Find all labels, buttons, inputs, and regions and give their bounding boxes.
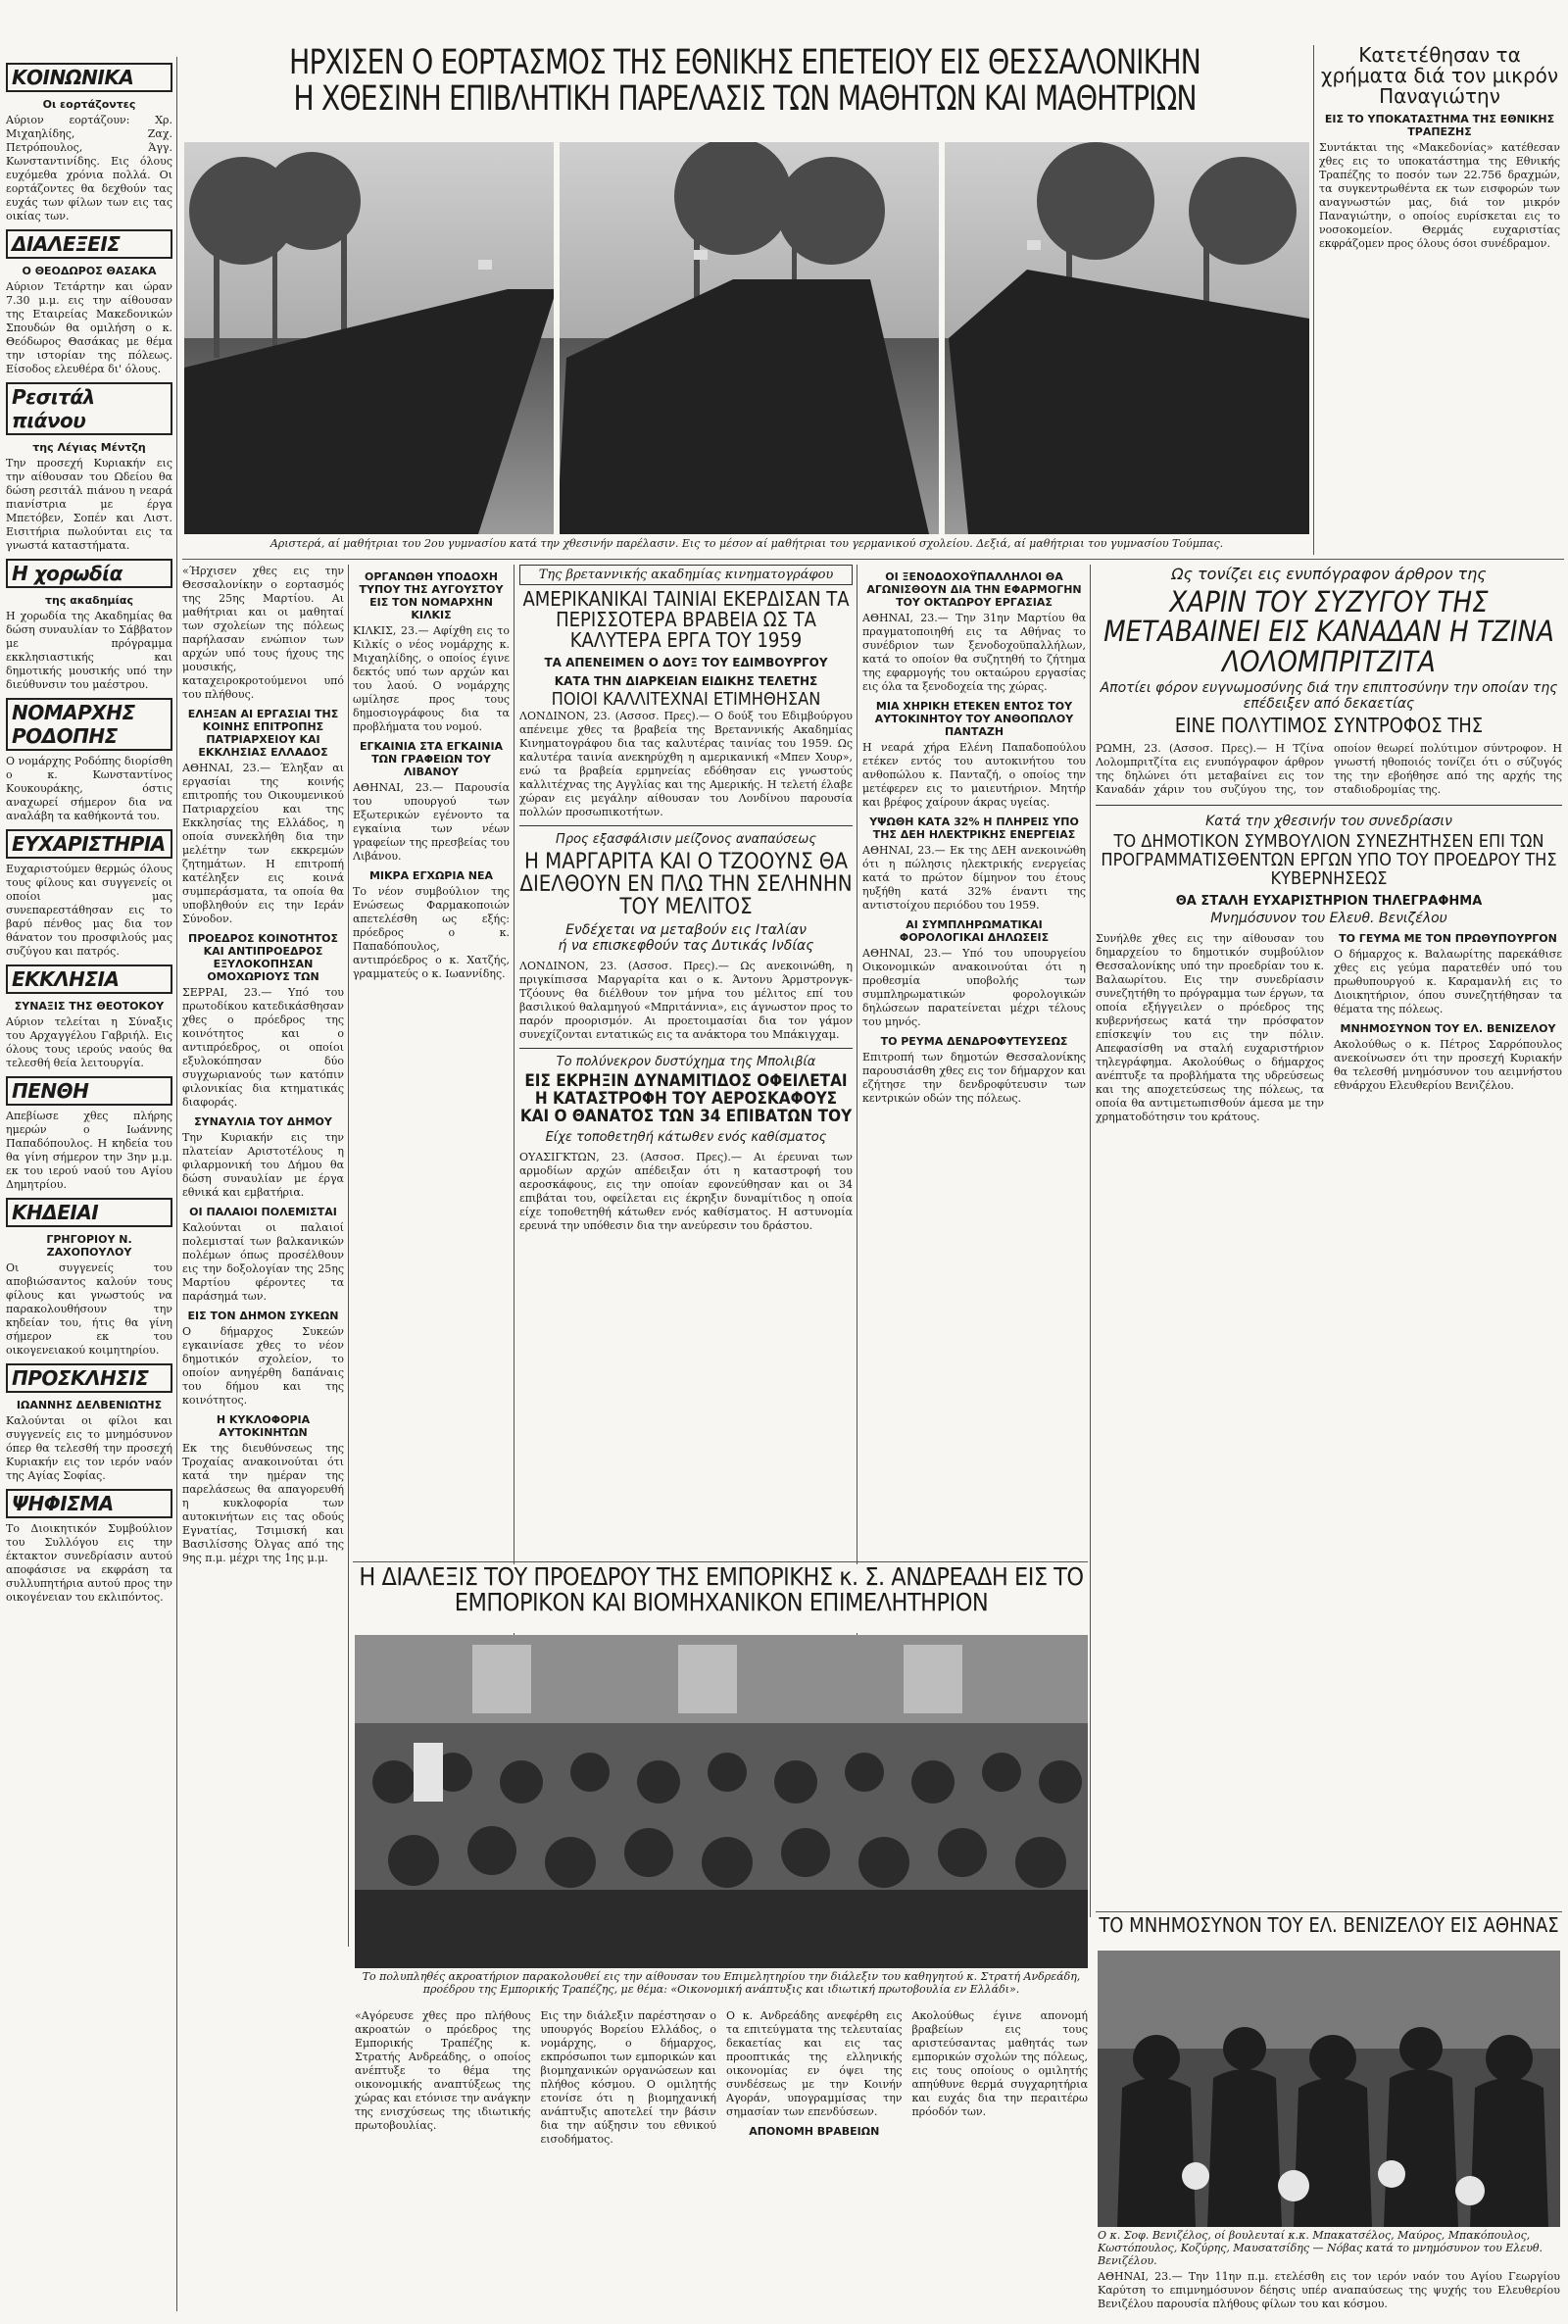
section-rule: [519, 825, 853, 826]
col2-story5-title: ΕΙΣ ΤΟΝ ΔΗΜΟΝ ΣΥΚΕΩΝ: [187, 1310, 339, 1322]
athens-memorial-caption: Ο κ. Σοφ. Βενιζέλος, οί βουλευταί κ.κ. Μπακατσέλος, Μαύρος, Μπακόπουλος, Κωστόπουλος, Κοζύρης, Μαυσατσίδης — Νόβας κατά το μνημόσυνον του Ελευθ. Βενιζέλου.: [1098, 2229, 1544, 2267]
col2-story3-body: Την Κυριακήν εις την πλατείαν Αριστοτέλους η φιλαρμονική του Δήμου θα δώση συναυλίαν με έργα εθνικά και εμβατήρια.: [182, 1131, 344, 1199]
left-section-subtitle: της ακαδημίας: [45, 594, 133, 607]
athens-memorial-photo: [1098, 1951, 1560, 2227]
left-column: [6, 57, 172, 2311]
film-body: ΛΟΝΔΙΝΟΝ, 23. (Ασσοσ. Πρες).— Ο δούξ του Εδιμβούργου απένειμε χθες τα βραβεία της Βρεταννικής Ακαδημίας Κινηματογράφου δια τας καλυτέρας ταινίας του 1959. Ως καλυτέρα ταινία ανεκηρύχθη η αμερικανική «Μπεν Χουρ», ενώ τα βραβεία ερμηνείας εδόθησαν εις γνωστούς καλλιτέχνας της Αγγλίας και της Αμερικής. Η τελετή έλαβε χώραν εις μεγάλην αίθουσαν του Λονδίνου παρουσία πολλών προσωπικοτήτων.: [519, 709, 853, 818]
col2-story6-body: Εκ της διευθύνσεως της Τροχαίας ανακοινούται ότι κατά την ημέραν της παρελάσεως θα απαγορευθή η κυκλοφορία των αυτοκινήτων εις τας οδούς Εγνατίας, Τσιμισκή και Βασιλίσσης Όλγας από της 9ης π.μ. μέχρι της 1ης μ.μ.: [182, 1442, 344, 1564]
left-section-body: Το Διοικητικόν Συμβούλιον του Συλλόγου εις την έκτακτον συνεδρίασιν αυτού αποφάσισε να εκφράση τα συλλυπητήρια αυτού προς την οικογένειαν του εκλιπόντος.: [6, 1522, 172, 1604]
lecture-body3: Ο κ. Ανδρεάδης ανεφέρθη εις τα επιτεύγματα της τελευταίας δεκαετίας και εις τας προοπτικάς της ελληνικής οικονομίας εν όψει της συνδέσεως με την Κοινήν Αγοράν, υπογραμμίσας την σημασίαν των επενδύσεων.: [726, 2009, 903, 2118]
cab-title: ΜΙΑ ΧΗΡΙΚΗ ΕΤΕΚΕΝ ΕΝΤΟΣ ΤΟΥ ΑΥΤΟΚΙΝΗΤΟΥ ΤΟΥ ΑΝΘΟΠΩΛΟΥ ΠΑΝΤΑΖΗ: [874, 700, 1074, 738]
main-headline-block: [182, 45, 1307, 139]
right-top-story: [1319, 45, 1560, 555]
main-headline-line1: ΗΡΧΙΣΕΝ Ο ΕΟΡΤΑΣΜΟΣ ΤΗΣ ΕΘΝΙΚΗΣ ΕΠΕΤΕΙΟΥ ΕΙΣ ΘΕΣΣΑΛΟΝΙΚΗΝ: [289, 45, 1200, 82]
lecture-body2: Εις την διάλεξιν παρέστησαν ο υπουργός Βορείου Ελλάδος, ο νομάρχης, ο δήμαρχος, εκπρόσωποι των εμπορικών και βιομηχανικών οργανώσεων και πλήθος κόσμου. Ο ομιλητής ετονίσε ότι η βιομηχανική ανάπτυξις αποτελεί την βάσιν δια την αύξησιν του εθνικού εισοδήματος.: [540, 2009, 716, 2146]
film-headline: ΑΜΕΡΙΚΑΝΙΚΑΙ ΤΑΙΝΙΑΙ ΕΚΕΡΔΙΣΑΝ ΤΑ ΠΕΡΙΣΣΟΤΕΡΑ ΒΡΑΒΕΙΑ ΩΣ ΤΑ ΚΑΛΥΤΕΡΑ ΕΡΓΑ ΤΟΥ 1959: [522, 587, 850, 652]
column-rule: [176, 57, 177, 2311]
column-2: [182, 565, 344, 1947]
left-section-title: ΚΗΔΕΙΑΙ: [6, 1198, 172, 1227]
column-rule: [348, 565, 349, 1947]
left-section-title: ΠΡΟΣΚΛΗΣΙΣ: [6, 1363, 172, 1393]
lecture-caption: Το πολυπληθές ακροατήριον παρακολουθεί εις την αίθουσαν του Επιμελητηρίου την διάλεξιν του καθηγητού κ. Στρατή Ανδρεάδη, προέδρου της Εμπορικής Τραπέζης, με θέμα: «Οικονομική ανάπτυξις και ιδιωτική πρωτοβουλία εν Ελλάδι».: [362, 1970, 1081, 1996]
col3-story3-title: ΜΙΚΡΑ ΕΓΧΩΡΙΑ ΝΕΑ: [368, 869, 494, 882]
section-rule: [519, 1048, 853, 1049]
parade-caption: Αριστερά, αί μαθήτριαι του 2ου γυμνασίου κατά την χθεσινήν παρέλασιν. Εις το μέσον αί μαθήτριαι του γερμανικού σχολείου. Δεξιά, αί μαθήτριαι του γυμνασίου Τούμπας.: [270, 537, 1224, 550]
lecture-headline-block: [353, 1564, 1090, 1633]
margaret-sub1: Ενδέχεται να μεταβούν εις Ιταλίαν: [565, 922, 807, 939]
left-section-body: Αύριον τελείται η Σύναξις του Αρχαγγέλου Γαβριήλ. Εις όλους τους ιερούς ναούς θα τελεσθή θεία λειτουργία.: [6, 1015, 172, 1069]
parade-caption-block: [184, 537, 1309, 555]
col3-story3-body: Το νέον συμβούλιον της Ενώσεως Φαρμακοποιών απετελέσθη ως εξής: πρόεδρος ο κ. Παπαδόπουλος, αντιπρόεδρος ο κ. Χατζής, γραμματεύς ο κ. Ιωαννίδης.: [353, 885, 510, 980]
left-section-subtitle: Οι εορτάζοντες: [42, 98, 136, 111]
left-section-body: Την προσεχή Κυριακήν εις την αίθουσαν του Ωδείου θα δώση ρεσιτάλ πιάνου η νεαρά πιανίστρια με έργα Μπετόβεν, Σοπέν και Λιστ. Εισιτήρια πωλούνται εις τα γνωστά καταστήματα.: [6, 457, 172, 552]
council-body: Συνήλθε χθες εις την αίθουσαν του δημαρχείου το δημοτικόν συμβούλιον Θεσσαλονίκης υπό την προεδρίαν του κ. Βαλαωρίτου. Εις την συνεδρίασιν συνεζητήθη το πρόγραμμα των έργων, τα οποία εξήγγειλεν ο πρόεδρος της κυβερνήσεως κατά την πρόσφατον επίσκεψίν του εις την πόλιν. Απεφασίσθη να σταλή ευχαριστήριον τηλεγράφημα. Ακολούθως ο δήμαρχος ανέπτυξε τα προβλήματα της υδρεύσεως και της αποχετεύσεως της πόλεως, τα οποία θα αντιμετωπισθούν άμεσα με την χρηματοδότησιν του κράτους.: [1096, 931, 1324, 1123]
athens-memorial-caption-block: [1098, 2229, 1560, 2268]
tax-title: ΑΙ ΣΥΜΠΛΗΡΩΜΑΤΙΚΑΙ ΦΟΡΟΛΟΓΙΚΑΙ ΔΗΛΩΣΕΙΣ: [899, 918, 1050, 944]
council-columns: [1096, 932, 1562, 1124]
left-section-body: Απεβίωσε χθες πλήρης ημερών ο Ιωάννης Παπαδόπουλος. Η κηδεία του θα γίνη σήμερον την 3ην μ.μ. εκ του ιερού ναού του Αγίου Δημητρίου.: [6, 1110, 172, 1191]
plane-headline: ΕΙΣ ΕΚΡΗΞΙΝ ΔΥΝΑΜΙΤΙΔΟΣ ΟΦΕΙΛΕΤΑΙ Η ΚΑΤΑΣΤΡΟΦΗ ΤΟΥ ΑΕΡΟΣΚΑΦΟΥΣ ΚΑΙ Ο ΘΑΝΑΤΟΣ ΤΩΝ 34 ΕΠΙΒΑΤΩΝ ΤΟΥ: [519, 1071, 853, 1126]
lecture-headline: Η ΔΙΑΛΕΞΙΣ ΤΟΥ ΠΡΟΕΔΡΟΥ ΤΗΣ ΕΜΠΟΡΙΚΗΣ κ. Σ. ΑΝΔΡΕΑΔΗ ΕΙΣ ΤΟ ΕΜΠΟΡΙΚΟΝ ΚΑΙ ΒΙΟΜΗΧΑΝΙΚΟΝ ΕΠΙΜΕΛΗΤΗΡΙΟΝ: [359, 1564, 1084, 1617]
section-rule: [353, 1561, 1088, 1562]
col2-story5-body: Ο δήμαρχος Συκεών εγκαινίασε χθες το νέον δημοτικόν σχολείον, το οποίον ανηγέρθη δαπάναις του δήμου και της κοινότητος.: [182, 1325, 344, 1407]
lecture-photo: [355, 1635, 1088, 1968]
hotel-title: ΟΙ ΞΕΝΟΔΟΧΟΫΠΑΛΛΗΛΟΙ ΘΑ ΑΓΩΝΙΣΘΟΥΝ ΔΙΑ ΤΗΝ ΕΦΑΡΜΟΓΗΝ ΤΟΥ ΟΚΤΑΩΡΟΥ ΕΡΓΑΣΙΑΣ: [866, 570, 1082, 609]
lecture-body1: «Αγόρευσε χθες προ πλήθους ακροατών ο πρόεδρος της Εμπορικής Τραπέζης κ. Στρατής Ανδρεάδης, ο οποίος ανέπτυξε το θέμα της οικονομικής αναπτύξεως της χώρας και ετόνισε την ανάγκην της ενισχύσεως της ιδιωτικής πρωτοβουλίας.: [355, 2009, 531, 2132]
section-rule: [182, 559, 1564, 560]
left-section-subtitle: ΙΩΑΝΝΗΣ ΔΕΛΒΕΝΙΩΤΗΣ: [16, 1399, 163, 1411]
col2-story6-title: Η ΚΥΚΛΟΦΟΡΙΑ ΑΥΤΟΚΙΝΗΤΩΝ: [216, 1413, 311, 1439]
left-section-title: ΕΚΚΛΗΣΙΑ: [6, 964, 172, 994]
left-section-title: ΝΟΜΑΡΧΗΣ ΡΟΔΟΠΗΣ: [6, 698, 172, 751]
section-rule: [1096, 1911, 1562, 1912]
parade-photo: [184, 142, 1309, 534]
hotel-body: ΑΘΗΝΑΙ, 23.— Την 31ην Μαρτίου θα πραγματοποιηθή εις τα Αθήνας το συνέδριον των ξενοδοχοϋπαλλήλων, κατά το οποίον θα συζητηθή το ζήτημα της εφαρμογής του οκταώρου εργασίας εις όλα τα ξενοδοχεία της χώρας.: [862, 612, 1086, 693]
left-section-title: ΨΗΦΙΣΜΑ: [6, 1489, 172, 1518]
minister-body: Ο δήμαρχος κ. Βαλαωρίτης παρεκάθισε χθες εις γεύμα παρατεθέν υπό του πρωθυπουργού κ. Καραμανλή εις το Διοικητήριον, όπου συνεζητήθησαν τα θέματα της πόλεως.: [1334, 947, 1562, 1015]
memorial-title: ΜΝΗΜΟΣΥΝΟΝ ΤΟΥ ΕΛ. ΒΕΝΙΖΕΛΟΥ: [1340, 1021, 1556, 1035]
council-headline: ΤΟ ΔΗΜΟΤΙΚΟΝ ΣΥΜΒΟΥΛΙΟΝ ΣΥΝΕΖΗΤΗΣΕΝ ΕΠΙ ΤΩΝ ΠΡΟΓΡΑΜΜΑΤΙΣΘΕΝΤΩΝ ΕΡΓΩΝ ΥΠΟ ΤΟΥ ΠΡΟΕΔΡΟΥ ΤΗΣ ΚΥΒΕΡΝΗΣΕΩΣ: [1101, 831, 1557, 890]
right-top-headline: Κατετέθησαν τα χρήματα διά τον μικρόν Παναγιώτην: [1320, 45, 1559, 108]
left-section-body: Αύριον εορτάζουν: Χρ. Μιχαηλίδης, Ζαχ. Πετρόπουλος, Άγγ. Κωνσταντινίδης. Εις όλους ευχόμεθα χρόνια πολλά. Οι εορτάζοντες θα δεχθούν τας ευχάς των φίλων των εις τας οικίας των.: [6, 114, 172, 223]
athens-memorial-body-block: [1098, 2270, 1560, 2317]
left-section-body: Η χορωδία της Ακαδημίας θα δώση συναυλίαν το Σάββατον με πρόγραμμα εκκλησιαστικής και δημοτικής μουσικής υπό την διεύθυνσιν του μαέστρου.: [6, 610, 172, 691]
plane-banner: Το πολύνεκρον δυστύχημα της Μπολιβία: [556, 1055, 816, 1070]
col2-story2-body: ΣΕΡΡΑΙ, 23.— Υπό του πρωτοδίκου κατεδικάσθησαν χθες ο πρόεδρος της κοινότητος και ο αντιπρόεδρος, οι οποίοι εξυλοκόπησαν δύο συγχωριανούς των κατόπιν φιλονικίας δια κτηματικάς διαφοράς.: [182, 986, 344, 1109]
athens-memorial-photo-image: [1098, 1951, 1560, 2227]
left-section-subtitle: ΓΡΗΓΟΡΙΟΥ Ν. ΖΑΧΟΠΟΥΛΟΥ: [46, 1233, 132, 1259]
left-section-body: Καλούνται οι φίλοι και συγγενείς εις το μνημόσυνον όπερ θα τελεσθή την προσεχή Κυριακήν εις τον ιερόν ναόν της Αγίας Σοφίας.: [6, 1414, 172, 1482]
lollo-sub2: ΕΙΝΕ ΠΟΛΥΤΙΜΟΣ ΣΥΝΤΡΟΦΟΣ ΤΗΣ: [1174, 714, 1484, 738]
col2-story3-title: ΣΥΝΑΥΛΙΑ ΤΟΥ ΔΗΜΟΥ: [194, 1115, 332, 1128]
lecture-caption-block: [355, 1970, 1088, 2005]
council-kicker: Κατά την χθεσινήν του συνεδρίασιν: [1205, 814, 1452, 830]
left-section-title: Ρεσιτάλ πιάνου: [6, 382, 172, 435]
left-section-title: ΔΙΑΛΕΞΕΙΣ: [6, 229, 172, 259]
column-rule: [1090, 565, 1091, 1917]
lollo-body: ΡΩΜΗ, 23. (Ασσοσ. Πρες).— Η Τζίνα Λολομπριτζίτα εις ενυπόγραφον άρθρον της δηλώνει ότι μεταβαίνει εις τον Καναδάν χάριν του συζύγου της, τον οποίον θεωρεί πολύτιμον σύντροφον. Η γνωστή ηθοποιός τονίζει ότι ο σύζυγός της την εβοήθησε από της αρχής της σταδιοδρομίας της.: [1096, 742, 1562, 797]
main-headline-line2: Η ΧΘΕΣΙΝΗ ΕΠΙΒΛΗΤΙΚΗ ΠΑΡΕΛΑΣΙΣ ΤΩΝ ΜΑΘΗΤΩΝ ΚΑΙ ΜΑΘΗΤΡΙΩΝ: [293, 78, 1197, 119]
lollo-sub1: Αποτίει φόρον ευγνωμοσύνης διά την επιπτοσύνην την οποίαν της επέδειξεν από δεκαετίας: [1100, 680, 1558, 713]
col3-story2-body: ΑΘΗΝΑΙ, 23.— Παρουσία του υπουργού των Εξωτερικών εγένοντο τα εγκαίνια των νέων γραφείων της πρεσβείας του Λιβάνου.: [353, 781, 510, 863]
awards-title: ΑΠΟΝΟΜΗ ΒΡΑΒΕΙΩΝ: [749, 2125, 880, 2138]
electric-body: ΑΘΗΝΑΙ, 23.— Εκ της ΔΕΗ ανεκοινώθη ότι η πώλησις ηλεκτρικής ενεργείας κατά το πρώτον δίμηνον του έτους ηυξήθη κατά 32% έναντι της αντιστοίχου περιόδου του 1959.: [862, 844, 1086, 912]
lollo-kicker: Ως τονίζει εις ενυπόγραφον άρθρον της: [1171, 565, 1487, 583]
film-banner: Της βρεταννικής ακαδημίας κινηματογράφου: [519, 565, 853, 585]
margaret-banner: Προς εξασφάλισιν μείζονος αναπαύσεως: [556, 831, 816, 847]
lecture-body-columns: [355, 2009, 1088, 2313]
left-section-subtitle: ΣΥΝΑΞΙΣ ΤΗΣ ΘΕΟΤΟΚΟΥ: [14, 1000, 165, 1013]
film-sub1: ΤΑ ΑΠΕΝΕΙΜΕΝ Ο ΔΟΥΞ ΤΟΥ ΕΔΙΜΒΟΥΡΓΟΥ: [544, 656, 828, 669]
left-section-title: ΠΕΝΘΗ: [6, 1076, 172, 1106]
film-sub3: ΠΟΙΟΙ ΚΑΛΛΙΤΕΧΝΑΙ ΕΤΙΜΗΘΗΣΑΝ: [551, 689, 821, 710]
council-sub: ΘΑ ΣΤΑΛΗ ΕΥΧΑΡΙΣΤΗΡΙΟΝ ΤΗΛΕΓΡΑΦΗΜΑ: [1175, 893, 1483, 909]
trees-body: Επιτροπή των δημοτών Θεσσαλονίκης παρουσιάσθη χθες εις τον δήμαρχον και εζήτησε την δενδροφύτευσιν των κεντρικών οδών της πόλεως.: [862, 1051, 1086, 1105]
left-section-body: Αύριον Τετάρτην και ώραν 7.30 μ.μ. εις την αίθουσαν της Εταιρείας Μακεδονικών Σπουδών θα ομιλήση ο κ. Θεόδωρος Θασάκας με θέμα την ιστορίαν της πόλεως. Είσοδος ελευθέρα δι' όλους.: [6, 280, 172, 375]
athens-memorial-headline-block: [1096, 1915, 1562, 1949]
right-top-body: Συντάκται της «Μακεδονίας» κατέθεσαν χθες εις το υποκατάστημα της Εθνικής Τραπέζης το ποσόν των 22.756 δραχμών, τα συγκεντρωθέντα εκ των εισφορών των αναγνωστών μας, διά τον μικρόν Παναγιώτην, ο οποίος ευρίσκεται εις το νοσοκομείον. Θερμάς ευχαριστίας εκφράζομεν προς όλους όσοι συνέδραμον.: [1319, 141, 1560, 250]
cab-body: Η νεαρά χήρα Ελένη Παπαδοπούλου ετέκεν εντός του αυτοκινήτου του ανθοπώλου κ. Πανταζή, ο οποίος την μετέφερεν εις το μαιευτήριον. Μητήρ και βρέφος χαίρουν άκρας υγείας.: [862, 741, 1086, 809]
col2-story1-lead: «Ήρχισεν χθες εις την Θεσσαλονίκην ο εορτασμός της 25ης Μαρτίου. Αι μαθήτριαι και οι μαθηταί των σχολείων της πόλεως παρήλασαν ενώπιον των αρχών υπό τους ήχους της μουσικής, καταχειροκροτούμενοι υπό του πλήθους.: [182, 565, 344, 701]
minister-title: ΤΟ ΓΕΥΜΑ ΜΕ ΤΟΝ ΠΡΩΘΥΠΟΥΡΓΟΝ: [1339, 931, 1557, 945]
left-section-title: Η χορωδία: [6, 559, 172, 588]
lollo-headline: ΧΑΡΙΝ ΤΟΥ ΣΥΖΥΓΟΥ ΤΗΣ ΜΕΤΑΒΑΙΝΕΙ ΕΙΣ ΚΑΝΑΔΑΝ Η ΤΖΙΝΑ ΛΟΛΟΜΠΡΙΤΖΙΤΑ: [1103, 585, 1554, 678]
col3-story1-title: ΟΡΓΑΝΩΘΗ ΥΠΟΔΟΧΗ ΤΥΠΟΥ ΤΗΣ ΑΥΓΟΥΣΤΟΥ ΕΙΣ ΤΟΝ ΝΟΜΑΡΧΗΝ ΚΙΛΚΙΣ: [359, 570, 504, 621]
trees-title: ΤΟ ΡΕΥΜΑ ΔΕΝΔΡΟΦΥΤΕΥΣΕΩΣ: [880, 1035, 1068, 1048]
film-sub2: ΚΑΤΑ ΤΗΝ ΔΙΑΡΚΕΙΑΝ ΕΙΔΙΚΗΣ ΤΕΛΕΤΗΣ: [554, 674, 818, 688]
left-section-body: Ο νομάρχης Ροδόπης διορίσθη ο κ. Κωνσταντίνος Κουκουράκης, όστις αναχωρεί σήμερον δια να αναλάβη τα καθήκοντά του.: [6, 755, 172, 822]
left-section-title: ΚΟΙΝΩΝΙΚΑ: [6, 63, 172, 92]
left-section-title: ΕΥΧΑΡΙΣΤΗΡΙΑ: [6, 829, 172, 859]
right-top-subhead: ΕΙΣ ΤΟ ΥΠΟΚΑΤΑΣΤΗΜΑ ΤΗΣ ΕΘΝΙΚΗΣ ΤΡΑΠΕΖΗΣ: [1324, 113, 1555, 138]
col2-story1-title: ΕΛΗΞΑΝ ΑΙ ΕΡΓΑΣΙΑΙ ΤΗΣ ΚΟΙΝΗΣ ΕΠΙΤΡΟΠΗΣ ΠΑΤΡΙΑΡΧΕΙΟΥ ΚΑΙ ΕΚΚΛΗΣΙΑΣ ΕΛΛΑΔΟΣ: [187, 708, 339, 759]
col2-story4-body: Καλούνται οι παλαιοί πολεμισταί των βαλκανικών πολέμων όπως προσέλθουν εις την δοξολογίαν της 25ης Μαρτίου φέροντες τα παράσημά των.: [182, 1221, 344, 1303]
left-section-body: Ευχαριστούμεν θερμώς όλους τους φίλους και συγγενείς οι οποίοι μας συνεπαρεστάθησαν εις το βαρύ πένθος μας δια τον θάνατον του προσφιλούς μας συζύγου και πατρός.: [6, 863, 172, 958]
section-rule: [1096, 805, 1562, 806]
memorial-body: Ακολούθως ο κ. Πέτρος Σαρρόπουλος ανεκοίνωσεν ότι την προσεχή Κυριακήν θα τελεσθή μνημόσυνον του αειμνήστου εθνάρχου Ελευθερίου Βενιζέλου.: [1334, 1037, 1562, 1092]
plane-body: ΟΥΑΣΙΓΚΤΩΝ, 23. (Ασσοσ. Πρες).— Αι έρευναι των αρμοδίων αρχών απέδειξαν ότι η καταστροφή του αεροσκάφους, εις την οποίαν εφονεύθησαν και οι 34 επιβάται του, οφείλεται εις έκρηξιν δυναμίτιδος η οποία είχε τοποθετηθή κάτωθεν ενός καθίσματος. Η αστυνομία ερευνά την υπόθεσιν δια την ανεύρεσιν του δράστου.: [519, 1150, 853, 1232]
athens-memorial-body: ΑΘΗΝΑΙ, 23.— Την 11ην π.μ. ετελέσθη εις τον ιερόν ναόν του Αγίου Γεωργίου Καρύτση το επιμνημόσυνον δέησις υπέρ αναπαύσεως της ψυχής του Ελευθερίου Βενιζέλου παρουσία πλήθους φίλων του και κόσμου.: [1098, 2270, 1560, 2310]
col2-story4-title: ΟΙ ΠΑΛΑΙΟΙ ΠΟΛΕΜΙΣΤΑΙ: [189, 1206, 337, 1218]
tax-body: ΑΘΗΝΑΙ, 23.— Υπό του υπουργείου Οικονομικών ανακοινούται ότι η προθεσμία υποβολής των συμπληρωματικών φορολογικών δηλώσεων παρατείνεται μέχρι τέλους του μηνός.: [862, 947, 1086, 1028]
right-column: [1096, 565, 1562, 1907]
athens-memorial-headline: ΤΟ ΜΝΗΜΟΣΥΝΟΝ ΤΟΥ ΕΛ. ΒΕΝΙΖΕΛΟΥ ΕΙΣ ΑΘΗΝΑΣ: [1099, 1915, 1559, 1937]
col3-story2-title: ΕΓΚΑΙΝΙΑ ΣΤΑ ΕΓΚΑΙΝΙΑ ΤΩΝ ΓΡΑΦΕΙΩΝ ΤΟΥ ΛΙΒΑΝΟΥ: [359, 740, 504, 778]
column-rule: [1313, 45, 1314, 555]
awards-body: Ακολούθως έγινε απονομή βραβείων εις τους αριστεύσαντας μαθητάς των εμπορικών σχολών της πόλεως, εις τους οποίους ο ομιλητής απηύθυνε θερμά συγχαρητήρια και ευχάς δια την περαιτέρω πρόοδόν των.: [911, 2009, 1088, 2118]
venizelos-small-kicker: Μνημόσυνον του Ελευθ. Βενιζέλου: [1210, 910, 1447, 926]
margaret-body: ΛΟΝΔΙΝΟΝ, 23. (Ασσοσ. Πρες).— Ως ανεκοινώθη, η πριγκίπισσα Μαργαρίτα και ο κ. Άντονυ Άρμστρονγκ-Τζόουνς θα διέλθουν τον μήνα του μέλιτος επί του βασιλικού θαλαμηγού «Μπριτάννια», εις άγνωστον προς το παρόν προορισμόν. Αι προετοιμασίαι δια τον γάμον συνεχίζονται εντατικώς εις τα ανάκτορα του Μπάκιγχαμ.: [519, 960, 853, 1042]
parade-photo-image: [184, 142, 1309, 534]
margaret-sub2: ή να επισκεφθούν τας Δυτικάς Ινδίας: [558, 938, 814, 955]
col3-story1-body: ΚΙΛΚΙΣ, 23.— Αφίχθη εις το Κιλκίς ο νέος νομάρχης κ. Μιχαηλίδης, ο οποίος έγινε δεκτός υπό των αρχών και του λαού. Ο νομάρχης ωμίλησε προς τους δημοσιογράφους δια τα προβλήματα του νομού.: [353, 624, 510, 733]
lecture-photo-image: [355, 1635, 1088, 1968]
plane-sub: Είχε τοποθετηθή κάτωθεν ενός καθίσματος: [545, 1129, 827, 1145]
margaret-headline: Η ΜΑΡΓΑΡΙΤΑ ΚΑΙ Ο ΤΖΟΟΥΝΣ ΘΑ ΔΙΕΛΘΟΥΝ ΕΝ ΠΛΩ ΤΗΝ ΣΕΛΗΝΗΝ ΤΟΥ ΜΕΛΙΤΟΣ: [519, 849, 853, 920]
left-section-subtitle: της Λέγιας Μέντζη: [32, 441, 146, 454]
left-section-body: Οι συγγενείς του αποβιώσαντος καλούν τους φίλους και γνωστούς να παρακολουθήσουν την κηδείαν του, ήτις θα γίνη σήμερον εκ του οικογενειακού κοιμητηρίου.: [6, 1261, 172, 1357]
electric-title: ΥΨΩΘΗ ΚΑΤΑ 32% Η ΠΛΗΡΕΙΣ ΥΠΟ ΤΗΣ ΔΕΗ ΗΛΕΚΤΡΙΚΗΣ ΕΝΕΡΓΕΙΑΣ: [869, 816, 1079, 841]
left-section-subtitle: Ο ΘΕΟΔΩΡΟΣ ΘΑΣΑΚΑ: [22, 265, 157, 277]
col2-story2-title: ΠΡΟΕΔΡΟΣ ΚΟΙΝΟΤΗΤΟΣ ΚΑΙ ΑΝΤΙΠΡΟΕΔΡΟΣ ΕΞΥΛΟΚΟΠΗΣΑΝ ΟΜΟΧΩΡΙΟΥΣ ΤΩΝ: [187, 932, 338, 983]
col2-story1-body: ΑΘΗΝΑΙ, 23.— Έληξαν αι εργασίαι της κοινής επιτροπής του Οικουμενικού Πατριαρχείου και της Εκκλησίας της Ελλάδος, η οποία συνεκλήθη δια την μελέτην των εκκρεμών ζητημάτων. Η επιτροπή κατέληξεν εις κοινά συμπεράσματα, τα οποία θα υποβληθούν εις την Ιεράν Σύνοδον.: [182, 762, 344, 925]
